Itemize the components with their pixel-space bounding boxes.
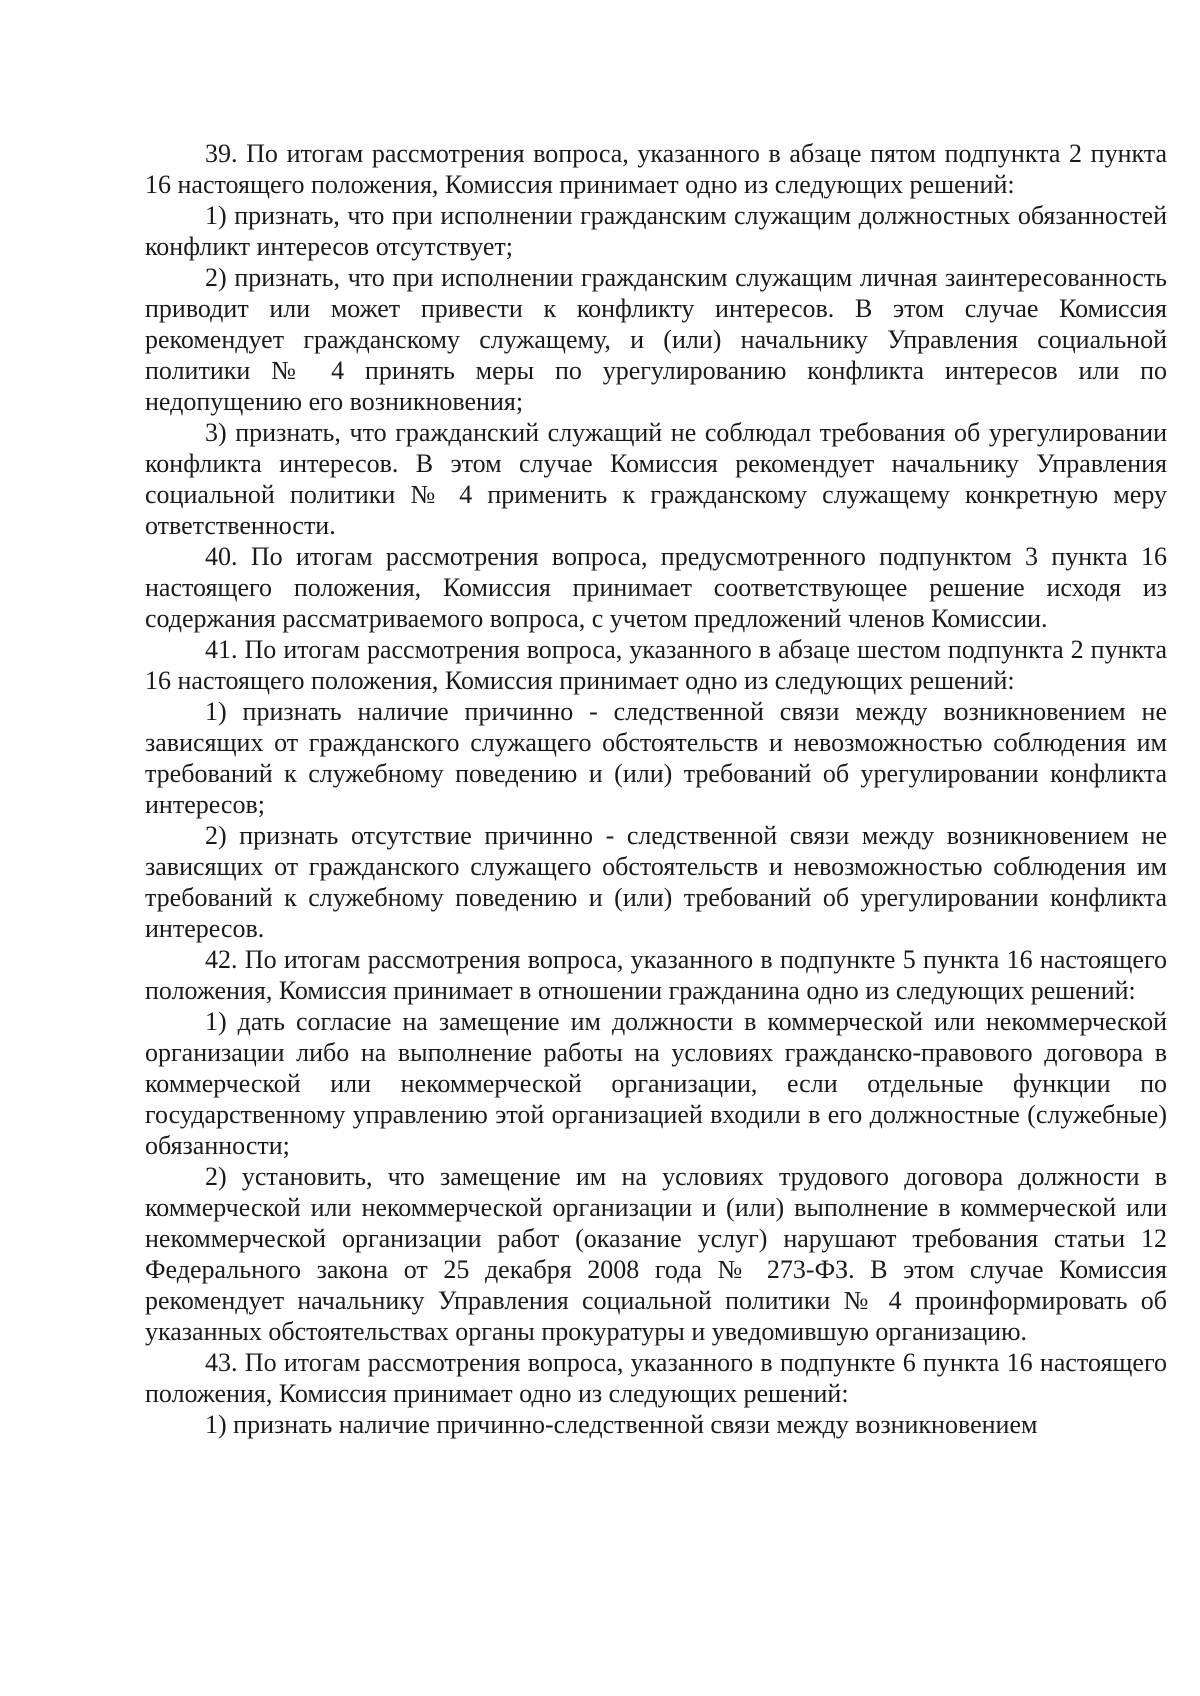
paragraph-39-item-2: 2) признать, что при исполнении гражданским служащим личная заинтересованность приводит или может привести к конфликту интересов. В этом случае Комиссия рекомендует гражданскому служащему, и (или) начальнику Управления социальной политики № 4 принять меры по урегулированию конфликта интересов или по недопущению его возникновения; [145, 263, 1167, 416]
paragraph-42: 42. По итогам рассмотрения вопроса, указанного в подпункте 5 пункта 16 настоящего положения, Комиссия принимает в отношении гражданина одно из следующих решений: [145, 945, 1167, 1005]
paragraph-39-item-3: 3) признать, что гражданский служащий не соблюдал требования об урегулировании конфликта интересов. В этом случае Комиссия рекомендует начальнику Управления социальной политики № 4 применить к гражданскому служащему конкретную меру ответственности. [145, 418, 1167, 540]
document-page [145, 138, 1167, 1440]
paragraph-39-item-1: 1) признать, что при исполнении гражданским служащим должностных обязанностей конфликт интересов отсутствует; [145, 201, 1167, 261]
paragraph-41-item-2: 2) признать отсутствие причинно - следственной связи между возникновением не зависящих от гражданского служащего обстоятельств и невозможностью соблюдения им требований к служебному поведению и (или) требований об урегулировании конфликта интересов. [145, 821, 1167, 943]
paragraph-39: 39. По итогам рассмотрения вопроса, указанного в абзаце пятом подпункта 2 пункта 16 настоящего положения, Комиссия принимает одно из следующих решений: [145, 139, 1167, 199]
paragraph-41-item-1: 1) признать наличие причинно - следственной связи между возникновением не зависящих от гражданского служащего обстоятельств и невозможностью соблюдения им требований к служебному поведению и (или) требований об урегулировании конфликта интересов; [145, 697, 1167, 819]
paragraph-43-item-1: 1) признать наличие причинно-следственной связи между возникновением [205, 1410, 1038, 1439]
paragraph-40: 40. По итогам рассмотрения вопроса, предусмотренного подпунктом 3 пункта 16 настоящего положения, Комиссия принимает соответствующее решение исходя из содержания рассматриваемого вопроса, с учетом предложений членов Комиссии. [145, 542, 1167, 633]
paragraph-41: 41. По итогам рассмотрения вопроса, указанного в абзаце шестом подпункта 2 пункта 16 настоящего положения, Комиссия принимает одно из следующих решений: [145, 635, 1167, 695]
paragraph-42-item-2: 2) установить, что замещение им на условиях трудового договора должности в коммерческой или некоммерческой организации и (или) выполнение в коммерческой или некоммерческой организации работ (оказание услуг) нарушают требования статьи 12 Федерального закона от 25 декабря 2008 года № 273-ФЗ. В этом случае Комиссия рекомендует начальнику Управления социальной политики № 4 проинформировать об указанных обстоятельствах органы прокуратуры и уведомившую организацию. [145, 1162, 1167, 1346]
paragraph-43: 43. По итогам рассмотрения вопроса, указанного в подпункте 6 пункта 16 настоящего положения, Комиссия принимает одно из следующих решений: [145, 1348, 1167, 1408]
paragraph-42-item-1: 1) дать согласие на замещение им должности в коммерческой или некоммерческой организации либо на выполнение работы на условиях гражданско-правового договора в коммерческой или некоммерческой организации, если отдельные функции по государственному управлению этой организацией входили в его должностные (служебные) обязанности; [145, 1007, 1167, 1160]
